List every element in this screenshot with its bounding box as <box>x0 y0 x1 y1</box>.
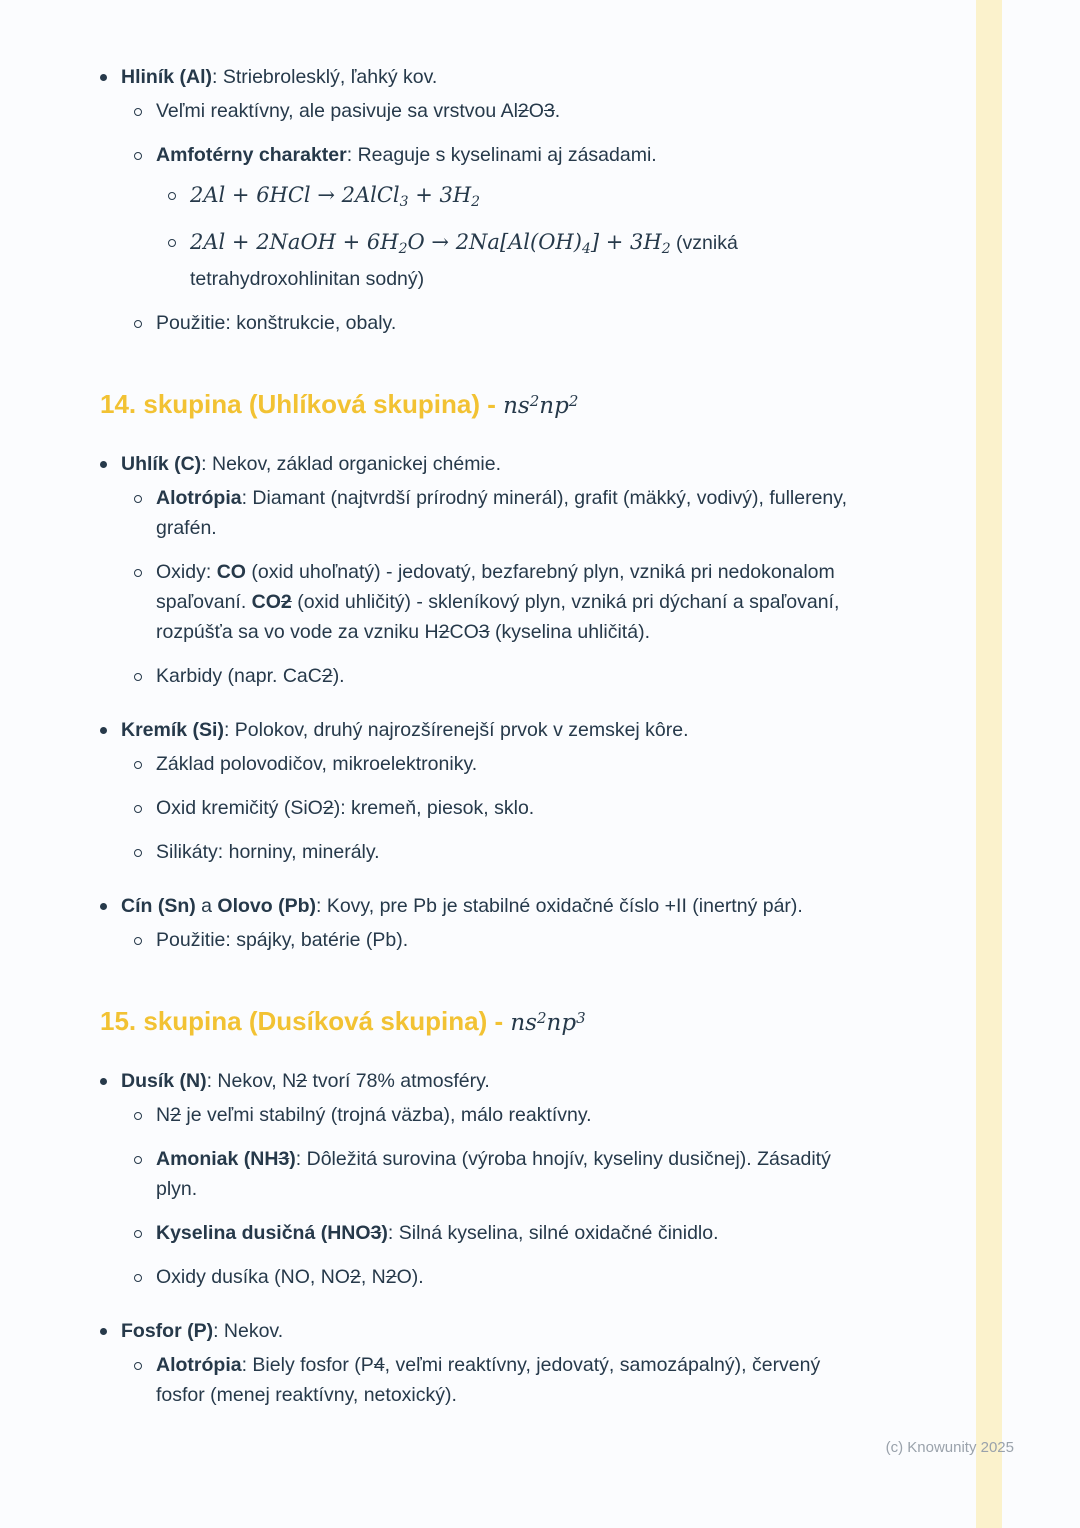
text-line: Karbidy (napr. CaC2). <box>156 665 345 687</box>
sub-list-item <box>100 793 866 823</box>
text-line: Alotrópia: Diamant (najtvrdší prírodný minerál), grafit (mäkký, vodivý), fullereny, grafén. <box>156 487 847 539</box>
bullet-marker-icon <box>168 192 176 200</box>
sub-list-item <box>100 140 866 170</box>
bullet-marker-icon <box>134 1274 142 1282</box>
sub-list-item <box>100 1350 866 1410</box>
text-line: 2Al + 2NaOH + $6H_2O \to 2Na[Al(OH)_4] + 3H_2$ (vzniká tetrahydroxohlinitan sodný) <box>190 230 738 290</box>
text-line: Amfotérny charakter: Reaguje s kyselinami aj zásadami. <box>156 144 657 166</box>
bullet-marker-icon <box>134 320 142 328</box>
list-item <box>100 1316 866 1346</box>
bullet-marker-icon <box>100 1078 107 1085</box>
list-item <box>100 62 866 92</box>
list-item <box>100 449 866 479</box>
sub-list-item <box>100 227 866 294</box>
bullet-marker-icon <box>134 152 142 160</box>
text-line: Silikáty: horniny, minerály. <box>156 841 380 863</box>
text-line: Fosfor (P): Nekov. <box>121 1320 284 1342</box>
bullet-marker-icon <box>134 108 142 116</box>
sub-list-item <box>100 925 866 955</box>
text-line: 14. skupina (Uhlíková skupina) - $ns^2np^2$ <box>100 389 579 419</box>
bullet-marker-icon <box>134 673 142 681</box>
bullet-marker-icon <box>100 74 107 81</box>
text-line: Základ polovodičov, mikroelektroniky. <box>156 753 478 775</box>
text-line: Cín (Sn) a Olovo (Pb): Kovy, pre Pb je stabilné oxidačné číslo +II (inertný pár). <box>121 895 803 917</box>
bullet-marker-icon <box>134 1230 142 1238</box>
bullet-marker-icon <box>100 903 107 910</box>
text-line: 15. skupina (Dusíková skupina) - $ns^2np^3$ <box>100 1006 586 1036</box>
bullet-marker-icon <box>134 805 142 813</box>
bullet-marker-icon <box>134 937 142 945</box>
bullet-marker-icon <box>134 495 142 503</box>
bullet-marker-icon <box>134 849 142 857</box>
bullet-marker-icon <box>134 761 142 769</box>
list-item <box>100 715 866 745</box>
text-line: Veľmi reaktívny, ale pasivuje sa vrstvou Al2O3. <box>156 100 561 122</box>
sub-list-item <box>100 1144 866 1204</box>
text-line: Alotrópia: Biely fosfor (P4, veľmi reaktívny, jedovatý, samozápalný), červený fosfor (menej reaktívny, netoxický). <box>156 1354 821 1406</box>
list-item <box>100 891 866 921</box>
text-line: Oxidy: CO (oxid uhoľnatý) - jedovatý, bezfarebný plyn, vzniká pri nedokonalom spaľovaní. CO2 (oxid uhličitý) - skleníkový plyn, vzniká pri dýchaní a spaľovaní, rozpúšťa sa vo vode za vzniku H2CO3 (kyselina uhličitá). <box>156 561 840 643</box>
sub-list-item <box>100 749 866 779</box>
bullet-marker-icon <box>134 569 142 577</box>
sub-list-item <box>100 1218 866 1248</box>
sub-list-item <box>100 1262 866 1292</box>
sub-list-item <box>100 483 866 543</box>
bullet-marker-icon <box>168 239 176 247</box>
sub-list-item <box>100 837 866 867</box>
bullet-marker-icon <box>134 1362 142 1370</box>
sub-list-item <box>100 557 866 647</box>
text-line: Oxid kremičitý (SiO2): kremeň, piesok, sklo. <box>156 797 535 819</box>
bullet-marker-icon <box>134 1156 142 1164</box>
text-line: Amoniak (NH3): Dôležitá surovina (výroba hnojív, kyseliny dusičnej). Zásaditý plyn. <box>156 1148 831 1200</box>
text-line: Použitie: konštrukcie, obaly. <box>156 312 397 334</box>
bullet-marker-icon <box>134 1112 142 1120</box>
list-item <box>100 1066 866 1096</box>
text-line: Uhlík (C): Nekov, základ organickej chémie. <box>121 453 502 475</box>
watermark: (c) Knowunity 2025 <box>885 1439 1014 1456</box>
bullet-marker-icon <box>100 727 107 734</box>
sub-list-item <box>100 96 866 126</box>
text-line: Oxidy dusíka (NO, NO2, N2O). <box>156 1266 424 1288</box>
sub-list-item <box>100 180 866 217</box>
text-line: N2 je veľmi stabilný (trojná väzba), málo reaktívny. <box>156 1104 592 1126</box>
section-heading <box>100 1001 866 1040</box>
text-line: Dusík (N): Nekov, N2 tvorí 78% atmosféry. <box>121 1070 490 1092</box>
text-line: Hliník (Al): Striebrolesklý, ľahký kov. <box>121 66 438 88</box>
text-line: Kyselina dusičná (HNO3): Silná kyselina, silné oxidačné činidlo. <box>156 1222 719 1244</box>
sub-list-item <box>100 661 866 691</box>
text-line: Kremík (Si): Polokov, druhý najrozšírenejší prvok v zemskej kôre. <box>121 719 689 741</box>
text-line: Použitie: spájky, batérie (Pb). <box>156 929 409 951</box>
text-line: 2Al + 6HCl → 2AlCl$_3$ + $3H_2$ <box>190 183 481 210</box>
sub-list-item <box>100 308 866 338</box>
sub-list-item <box>100 1100 866 1130</box>
bullet-marker-icon <box>100 461 107 468</box>
bullet-marker-icon <box>100 1328 107 1335</box>
section-heading <box>100 384 866 423</box>
